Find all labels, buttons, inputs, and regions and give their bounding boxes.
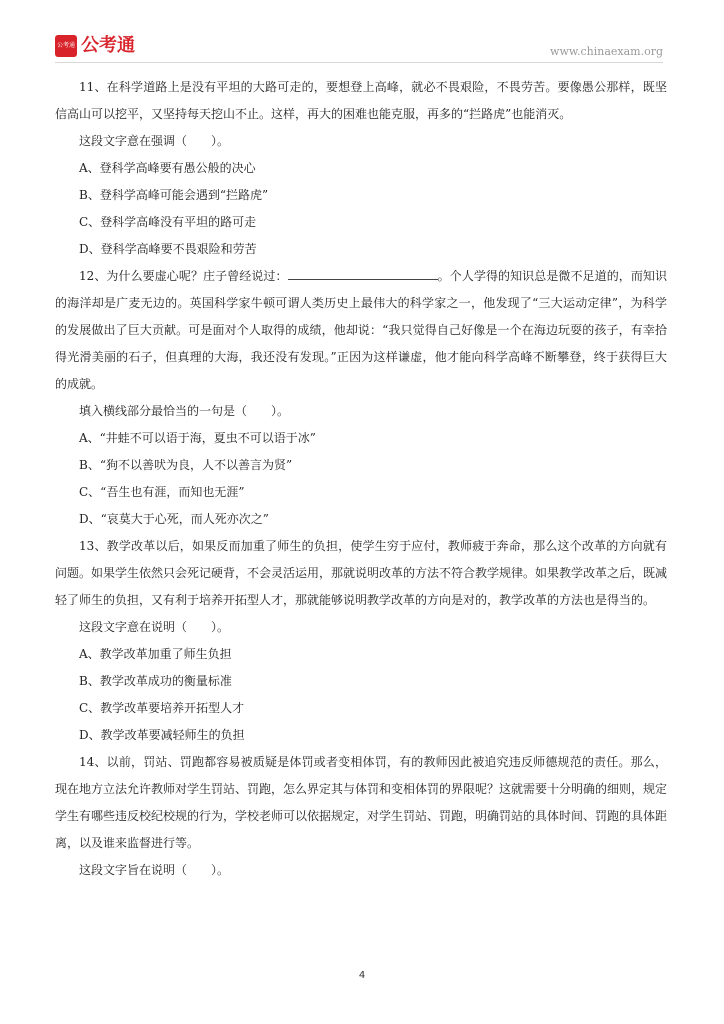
question-12-option-b: B、“狗不以善吠为良，人不以善言为贤” [79,458,293,472]
fill-in-blank [288,265,438,280]
question-13-stem: 13、教学改革以后，如果反而加重了师生的负担，使学生穷于应付，教师疲于奔命，那么这个改革的方向就有问题。如果学生依然只会死记硬背，不会灵活运用，那就说明改革的方法不符合教学规律。如果教学改革之后，既减轻了师生的负担，又有利于培养开拓型人才，那就能够说明教学改革的方向是对的，教学改革的方法也是得当的。 [55,539,668,607]
question-12-prompt: 填入横线部分最恰当的一句是（ ）。 [79,404,290,418]
question-13-option-a: A、教学改革加重了师生负担 [79,647,232,661]
question-11-prompt: 这段文字意在强调（ ）。 [79,134,230,148]
logo-text: 公考通 [81,35,135,56]
question-11-option-d: D、登科学高峰要不畏艰险和劳苦 [79,242,257,256]
document-body [55,74,667,884]
question-11-stem: 11、在科学道路上是没有平坦的大路可走的，要想登上高峰，就必不畏艰险，不畏劳苦。要像愚公那样，既坚信高山可以挖平，又坚持每天挖山不止。这样，再大的困难也能克服，再多的“拦路虎”也能消灭。 [55,80,667,121]
question-14-prompt: 这段文字旨在说明（ ）。 [79,863,230,877]
question-11-option-c: C、登科学高峰没有平坦的路可走 [79,215,257,229]
header-divider [55,62,663,63]
question-12-stem [55,263,667,398]
question-12-stem-before: 12、为什么要虚心呢？庄子曾经说过： [79,269,288,283]
site-url: www.chinaexam.org [550,45,663,58]
page-number: 4 [358,970,366,981]
logo-badge: 公考通 [55,35,77,57]
question-14-stem: 14、以前，罚站、罚跑都容易被质疑是体罚或者变相体罚，有的教师因此被追究违反师德规范的责任。那么，现在地方立法允许教师对学生罚站、罚跑，怎么界定其与体罚和变相体罚的界限呢？这就需要十分明确的细则，规定学生有哪些违反校纪校规的行为，学校老师可以依据规定，对学生罚站、罚跑，明确罚站的具体时间、罚跑的具体距离，以及谁来监督进行等。 [55,755,668,850]
question-13-option-c: C、教学改革要培养开拓型人才 [79,701,245,715]
question-11-option-b: B、登科学高峰可能会遇到“拦路虎” [79,188,269,202]
question-12-option-a: A、“井蛙不可以语于海，夏虫不可以语于冰” [79,431,316,445]
page-header [55,33,663,61]
question-11-option-a: A、登科学高峰要有愚公般的决心 [79,161,256,175]
question-12-option-c: C、“吾生也有涯，而知也无涯” [79,485,245,499]
question-13-option-b: B、教学改革成功的衡量标准 [79,674,232,688]
question-12-option-d: D、“哀莫大于心死，而人死亦次之” [79,512,269,526]
question-13-option-d: D、教学改革要减轻师生的负担 [79,728,245,742]
question-12-stem-after: 。个人学得的知识总是微不足道的，而知识的海洋却是广麦无边的。英国科学家牛顿可谓人类历史上最伟大的科学家之一，他发现了“三大运动定律”，为科学的发展做出了巨大贡献。可是面对个人取得的成绩，他却说：“我只觉得自己好像是一个在海边玩耍的孩子，有幸拾得光滑美丽的石子，但真理的大海，我还没有发现。”正因为这样谦虚，他才能向科学高峰不断攀登，终于获得巨大的成就。 [55,269,667,391]
question-13-prompt: 这段文字意在说明（ ）。 [79,620,230,634]
